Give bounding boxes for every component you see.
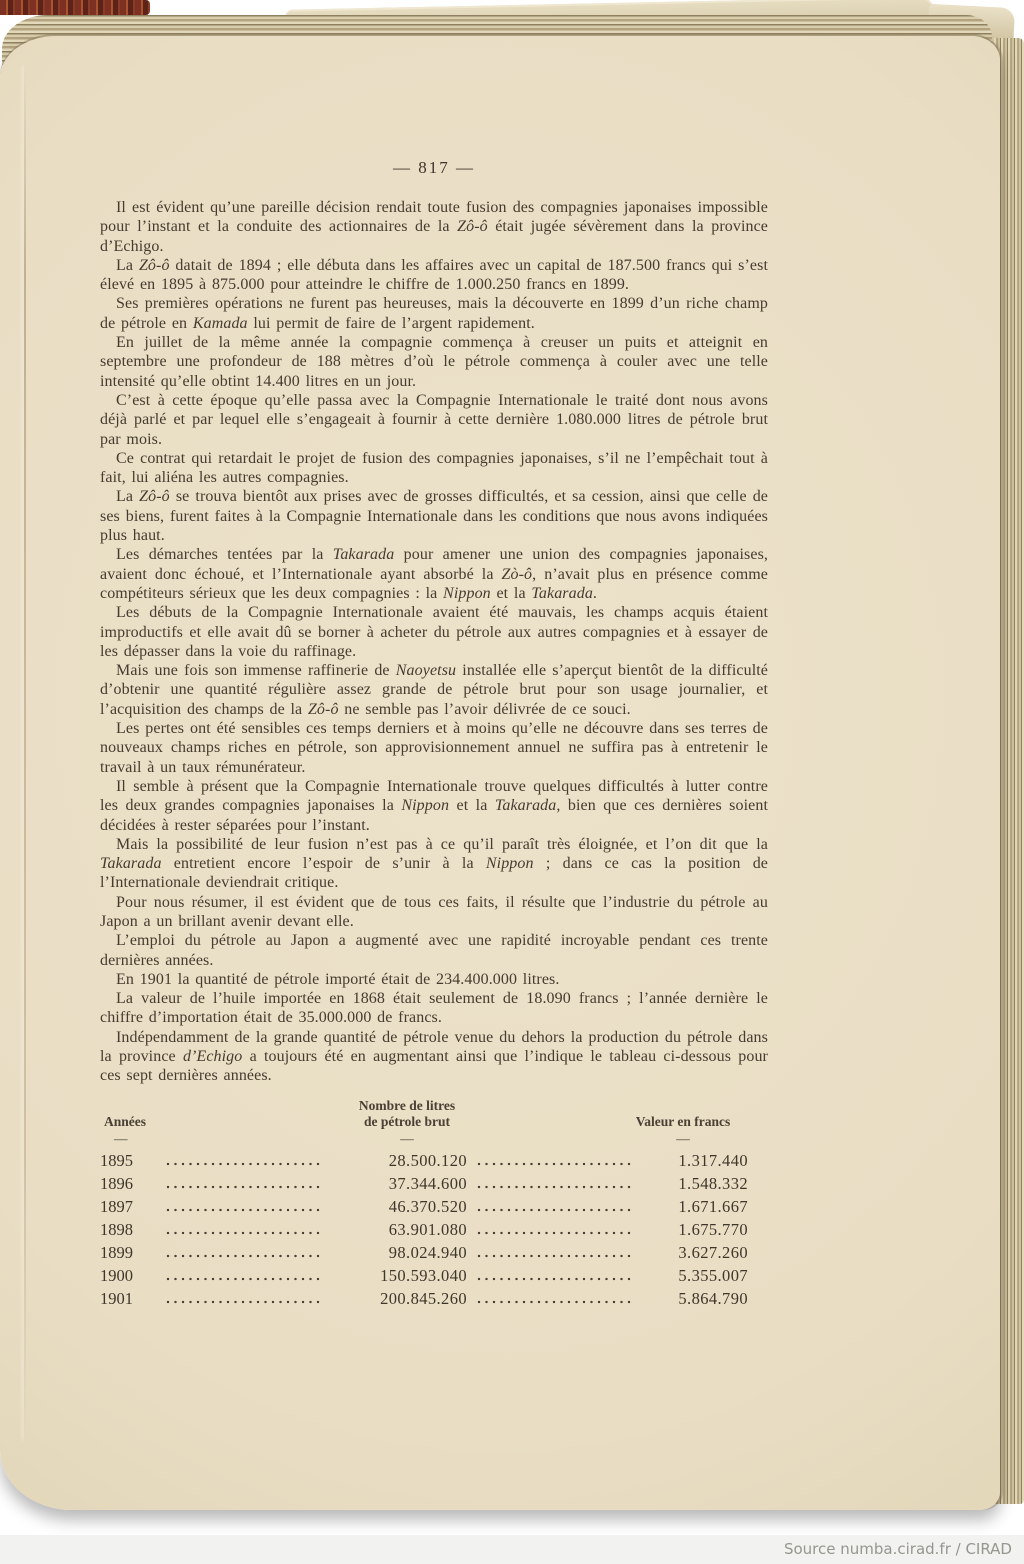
paragraph: Pour nous résumer, il est évident que de tous ces faits, il résulte que l’industrie du pétrole au Japon a un brillant avenir devant elle. (100, 893, 768, 930)
paragraph: Mais la possibilité de leur fusion n’est pas à ce qu’il paraît très éloignée, et l’on dit que la Takarada entretient encore l’espoir de s’unir à la Nippon ; dans ce cas la position de l’Internationale deviendrait critique. (100, 835, 768, 892)
table-header (100, 1098, 748, 1148)
header-litres (312, 1098, 502, 1130)
paragraph: Mais une fois son immense raffinerie de Naoyetsu installée elle s’aperçut bientôt de la difficulté d’obtenir une quantité régulière assez grande de pétrole brut pour son usage journalier, et l’acquisition des champs de la Zô-ô ne semble pas l’avoir délivrée de ce souci. (100, 662, 768, 718)
header-dash: — (114, 1130, 128, 1146)
dot-leader (477, 1276, 634, 1282)
table-row (100, 1263, 748, 1286)
page-crease (24, 66, 26, 1440)
paragraph: Il est évident qu’une pareille décision rendait toute fusion des compagnies japonaises impossible pour l’instant et la conduite des actionnaires de la Zô-ô était jugée sévèrement dans la province d’Echigo. (100, 199, 768, 255)
cell-francs: 5.864.790 (678, 1288, 748, 1308)
dot-leader (477, 1207, 634, 1213)
paragraph: En 1901 la quantité de pétrole importé était de 234.400.000 litres. (116, 970, 560, 988)
header-dash: — (676, 1130, 690, 1146)
table-row (100, 1148, 748, 1171)
dot-leader (477, 1253, 634, 1259)
cell-francs: 5.355.007 (678, 1265, 748, 1285)
table-row (100, 1194, 748, 1217)
dot-leader (166, 1207, 323, 1213)
book-page (0, 36, 1000, 1510)
cell-year: 1898 (100, 1219, 133, 1239)
paragraph: Il semble à présent que la Compagnie Internationale trouve quelques difficultés à lutter contre les deux grandes compagnies japonaises la Nippon et la Takarada, bien que ces dernières soient décidées à rester séparées pour l’instant. (100, 777, 769, 834)
cell-litres: 28.500.120 (388, 1150, 467, 1170)
paragraph: La Zô-ô datait de 1894 ; elle débuta dans les affaires avec un capital de 187.500 francs qui s’est élevé en 1895 à 875.000 pour atteindre le chiffre de 1.000.250 francs en 1899. (100, 256, 768, 294)
cell-francs: 1.548.332 (678, 1173, 748, 1193)
cell-litres: 150.593.040 (380, 1265, 467, 1285)
header-litres-line2: de pétrole brut (364, 1113, 450, 1129)
dot-leader (166, 1276, 323, 1282)
cell-year: 1896 (100, 1173, 133, 1193)
cell-year: 1895 (100, 1150, 133, 1170)
dot-leader (477, 1161, 634, 1167)
paragraph: La Zô-ô se trouva bientôt aux prises avec de grosses difficultés, et sa cession, ainsi que celle de ses biens, furent faites à la Compagnie Internationale dans les conditions que nous avons indiquées plus haut. (100, 488, 768, 545)
cell-litres: 37.344.600 (388, 1173, 467, 1193)
paragraphs (100, 198, 768, 1086)
cell-litres: 46.370.520 (388, 1196, 467, 1216)
cell-francs: 1.675.770 (678, 1219, 748, 1239)
page-number: — 817 — (393, 158, 475, 177)
cell-year: 1899 (100, 1242, 133, 1262)
paragraph: En juillet de la même année la compagnie commença à creuser un puits et atteignit en septembre une profondeur de 188 mètres d’où le pétrole commença à couler avec une telle intensité qu’elle obtint 14.400 litres en un jour. (100, 334, 768, 390)
cell-litres: 200.845.260 (380, 1288, 467, 1308)
header-dash: — (400, 1130, 414, 1146)
dot-leader (166, 1184, 323, 1190)
dot-leader (166, 1299, 323, 1305)
paragraph: C’est à cette époque qu’elle passa avec la Compagnie Internationale le traité dont nous avons déjà parlé et par lequel elle s’engageait à fournir à cette dernière 1.080.000 litres de pétrole brut par mois. (100, 391, 768, 448)
paragraph: Indépendamment de la grande quantité de pétrole venue du dehors la production du pétrole dans la province d’Echigo a toujours été en augmentant ainsi que l’indique le tableau ci-dessous pour ces sept dernières années. (100, 1028, 768, 1085)
cell-francs: 1.671.667 (678, 1196, 748, 1216)
cell-year: 1901 (100, 1288, 133, 1308)
cell-francs: 3.627.260 (678, 1242, 748, 1262)
table-row (100, 1286, 748, 1309)
cell-litres: 98.024.940 (388, 1242, 467, 1262)
cell-francs: 1.317.440 (678, 1150, 748, 1170)
header-years: Années (104, 1113, 147, 1129)
paragraph: Ce contrat qui retardait le projet de fusion des compagnies japonaises, s’il ne l’empêchait tout à fait, lui aliéna les autres compagnies. (100, 449, 768, 487)
paragraph: Ses premières opérations ne furent pas heureuses, mais la découverte en 1899 d’un riche champ de pétrole en Kamada lui permit de faire de l’argent rapidement. (100, 295, 768, 332)
cell-year: 1897 (100, 1196, 133, 1216)
paragraph: Les pertes ont été sensibles ces temps derniers et à moins qu’elle ne découvre dans ses terres de nouveaux champs riches en pétrole, son approvisionnement annuel ne suffira pas à entretenir le travail à un taux rémunérateur. (100, 720, 768, 776)
source-text: Source numba.cirad.fr / CIRAD (783, 1540, 1012, 1558)
table-row (100, 1240, 748, 1263)
production-table (100, 1098, 748, 1309)
dot-leader (166, 1161, 323, 1167)
table-rows (100, 1148, 748, 1309)
table-row (100, 1217, 748, 1240)
dot-leader (166, 1253, 323, 1259)
header-value: Valeur en francs (635, 1113, 731, 1129)
dot-leader (477, 1230, 634, 1236)
table-row (100, 1171, 748, 1194)
source-bar (0, 1535, 1024, 1564)
paragraph: Les débuts de la Compagnie Internationale avaient été mauvais, les champs acquis étaient improductifs et elle avait dû se borner à acheter du pétrole aux autres compagnies et à essayer de les dépasser dans la voie du raffinage. (100, 604, 768, 660)
dot-leader (477, 1299, 634, 1305)
book-spine-headband (0, 0, 150, 15)
paragraph: Les démarches tentées par la Takarada pour amener une union des compagnies japonaises, avaient donc échoué, et l’Internationale ayant absorbé la Zò-ô, n’avait plus en présence comme compétiteurs sérieux que les deux compagnies : la Nippon et la Takarada. (100, 546, 768, 602)
cell-year: 1900 (100, 1265, 133, 1285)
printed-content (100, 158, 768, 1309)
header-litres-line1: Nombre de litres (358, 1097, 456, 1113)
dot-leader (477, 1184, 634, 1190)
paragraph: L’emploi du pétrole au Japon a augmenté avec une rapidité incroyable pendant ces trente dernières années. (100, 932, 768, 969)
cell-litres: 63.901.080 (388, 1219, 467, 1239)
dot-leader (166, 1230, 323, 1236)
paragraph: La valeur de l’huile importée en 1868 était seulement de 18.090 francs ; l’année dernière le chiffre d’importation était de 35.000.000 de francs. (100, 990, 768, 1027)
